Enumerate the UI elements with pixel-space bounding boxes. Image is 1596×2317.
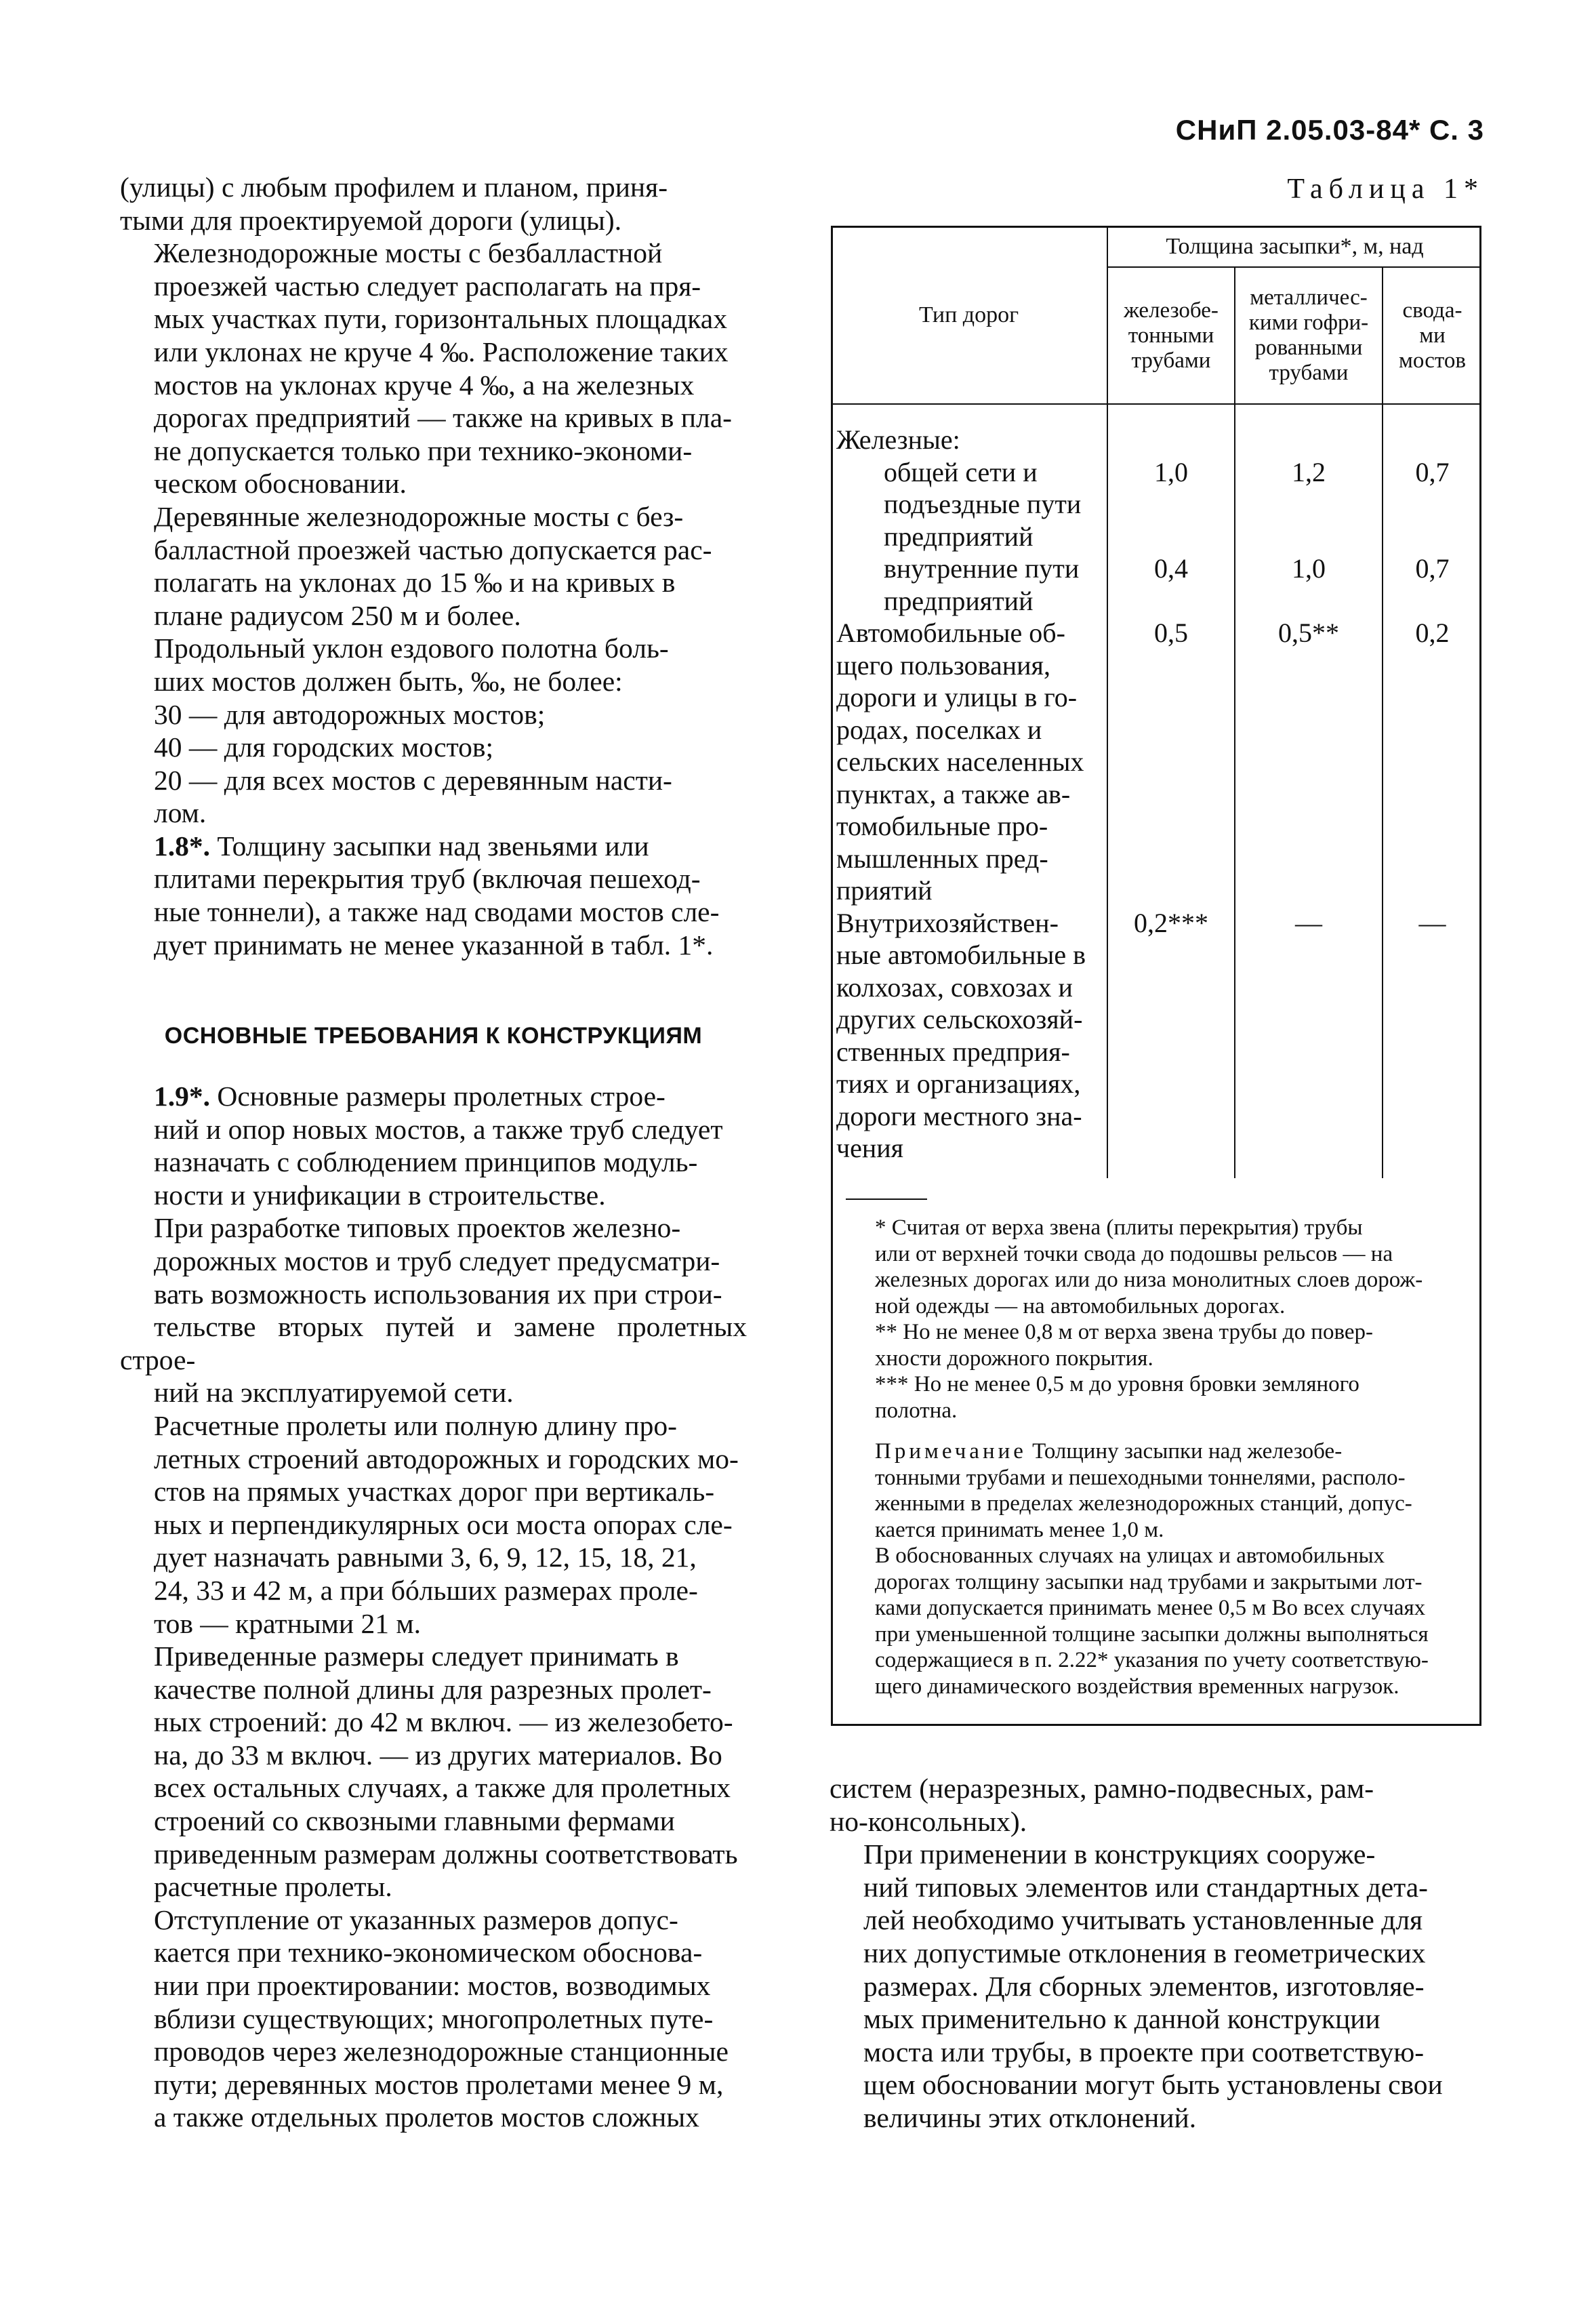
clause-number: 1.8*.: [154, 830, 210, 862]
table-cell: 1,0: [1235, 552, 1383, 617]
table-header-group: Толщина засыпки*, м, над: [1107, 226, 1481, 267]
clause-1-9: 1.9*. Основные размеры пролетных строе- ний и опор новых мостов, а также труб следует назначать с соблюдением принципов модуль- ности и унификации в строительстве.: [154, 1081, 723, 1211]
table-cell: 0,7: [1383, 456, 1481, 553]
paragraph: (улицы) с любым профилем и планом, приня- тыми для проектируемой дороги (улицы).: [120, 172, 668, 236]
clause-number: 1.9*.: [154, 1081, 210, 1112]
paragraph: Отступление от указанных размеров допус- кается при технико-экономическом обоснова- нии при проектировании: мостов, возводимых вблизи существующих; многопролетных путе- проводов через железнодорожные станционные пути; деревянных мостов пролетами менее 9 м, а также отдельных пролетов мостов сложных: [154, 1903, 729, 2133]
paragraph: При разработке типовых проектов железно- дорожных мостов и труб следует предусматри- вать возможность использования их при строи- тельстве вторых путей и замене пролетных строе- ний на эксплуатируемой сети.: [120, 1212, 747, 1409]
page-header: СНиП 2.05.03-84* С. 3: [1175, 114, 1484, 146]
table-cell: —: [1383, 907, 1481, 1178]
paragraph: При применении в конструкциях сооруже- ний типовых элементов или стандартных дета- лей необходимо учитывать установленные для них допустимые отклонения в геометрических размерах. Для сборных элементов, изготовляе- мых применительно к данной конструкции моста или трубы, в проекте при соответствую- щем обосновании могут быть установлены свои величины этих отклонений.: [863, 1838, 1443, 2133]
table-cell: 0,7: [1383, 552, 1481, 617]
table-notes: [838, 1205, 1472, 1699]
section-heading: ОСНОВНЫЕ ТРЕБОВАНИЯ К КОНСТРУКЦИЯМ: [164, 1023, 703, 1049]
table-cell: 1,2: [1235, 456, 1383, 553]
table-cell: [1235, 404, 1383, 456]
table-row: [831, 552, 1481, 617]
footnote: *** Но не менее 0,5 м до уровня бровки земляного полотна.: [875, 1372, 1359, 1423]
paragraph: систем (неразрезных, рамно-подвесных, рам- но-консольных).: [830, 1773, 1374, 1837]
paragraph: Продольный уклон ездового полотна боль- ших мостов должен быть, ‰, не более:: [154, 632, 669, 697]
table-row: [831, 617, 1481, 907]
table-cell: 0,5**: [1235, 617, 1383, 907]
left-column-top: [120, 171, 747, 961]
paragraph: Приведенные размеры следует принимать в качестве полной длины для разрезных пролет- ных строений: до 42 м включ. — из железобето- на, до 33 м включ. — из других материалов. Во всех остальных случаях, а также для пролетных строений со сквозными главными фермами приведенным размерам должны соответствовать расчетные пролеты.: [154, 1640, 738, 1903]
table-cell: 0,2***: [1107, 907, 1235, 1178]
table-cell: [1107, 404, 1235, 456]
table-cell: Железные:: [836, 424, 960, 455]
paragraph: Расчетные пролеты или полную длину про- летных строений автодорожных и городских мо- стов на прямых участках дорог при вертикаль- ных и перпендикулярных оси моста опорах сле- дует назначать равными 3, 6, 9, 12, 15, 18, 21, 24, 33 и 42 м, а при бóльших размерах проле- тов — кратными 21 м.: [154, 1409, 739, 1639]
table-cell: 0,4: [1107, 552, 1235, 617]
footnote: ** Но не менее 0,8 м от верха звена трубы до повер- хности дорожного покрытия.: [875, 1320, 1374, 1371]
table-1: [831, 226, 1481, 1178]
table-row: [831, 404, 1481, 456]
list-item: 20 — для всех мостов с деревянным насти- лом.: [154, 764, 672, 829]
table-cell: 0,5: [1107, 617, 1235, 907]
table-cell: внутренние пути предприятий: [884, 553, 1080, 616]
table-cell: 0,2: [1383, 617, 1481, 907]
right-column-text: [830, 1772, 1481, 2135]
table-cell: Автомобильные об- щего пользования, дороги и улицы в го- родах, поселках и сельских населенных пунктах, а также ав- томобильные про- мышленных пред- приятий: [836, 618, 1084, 906]
table-note: Примечание Толщину засыпки над железобе- тонными трубами и пешеходными тоннелями, располо- женными в пределах железнодорожных станций, допус- кается принимать менее 1,0 м.: [875, 1439, 1412, 1542]
table-cell: —: [1235, 907, 1383, 1178]
paragraph: Деревянные железнодорожные мосты с без- балластной проезжей частью допускается рас- полагать на уклонах до 15 ‰ и на кривых в плане радиусом 250 м и более.: [154, 500, 712, 631]
table-cell: общей сети и подъездные пути предприятий: [884, 456, 1082, 552]
table-cell: Внутрихозяйствен- ные автомобильные в колхозах, совхозах и других сельскохозяй- ственных предприя- тиях и организациях, дороги местного зна- чения: [836, 907, 1086, 1163]
list-item: 40 — для городских мостов;: [154, 731, 494, 763]
clause-1-8: 1.8*. Толщину засыпки над звеньями или плитами перекрытия труб (включая пешеход- ные тоннели), а также над сводами мостов сле- дует принимать не менее указанной в табл. 1*.: [154, 830, 720, 961]
note-label: Примечание: [875, 1439, 1027, 1464]
table-row: [831, 907, 1481, 1178]
table-subheader: железобе- тонными трубами: [1107, 267, 1235, 404]
table-subheader: свода- ми мостов: [1383, 267, 1481, 404]
footnote: * Считая от верха звена (плиты перекрытия) трубы или от верхней точки свода до подошвы рельсов — на железных дорогах или до низа монолитных слоев дорож- ной одежды — на автомобильных дорогах.: [875, 1215, 1423, 1318]
list-item: 30 — для автодорожных мостов;: [154, 698, 546, 730]
left-column-bottom: [120, 1080, 747, 2134]
table-header-road-type: Тип дорог: [831, 226, 1107, 404]
table-subheader: металличес- кими гофри- рованными трубами: [1235, 267, 1383, 404]
table-note: В обоснованных случаях на улицах и автомобильных дорогах толщину засыпки над трубами и закрытыми лот- ками допускается принимать менее 0,5 м Во всех случаях при уменьшенной толщине засыпки должны выполняться содержащиеся в п. 2.22* указания по учету соответствую- щего динамического воздействия временных нагрузок.: [875, 1544, 1429, 1699]
table-row: [831, 456, 1481, 553]
table-cell: [1383, 404, 1481, 456]
table-cell: 1,0: [1107, 456, 1235, 553]
footnote-rule: [846, 1198, 927, 1200]
table-caption: Таблица 1*: [1287, 174, 1484, 205]
paragraph: Железнодорожные мосты с безбалластной проезжей частью следует располагать на пря- мых участках пути, горизонтальных площадках или уклонах не круче 4 ‰. Расположение таких мостов на уклонах круче 4 ‰, а на железных дорогах предприятий — также на кривых в пла- не допускается только при технико-экономи- ческом обосновании.: [154, 237, 732, 500]
